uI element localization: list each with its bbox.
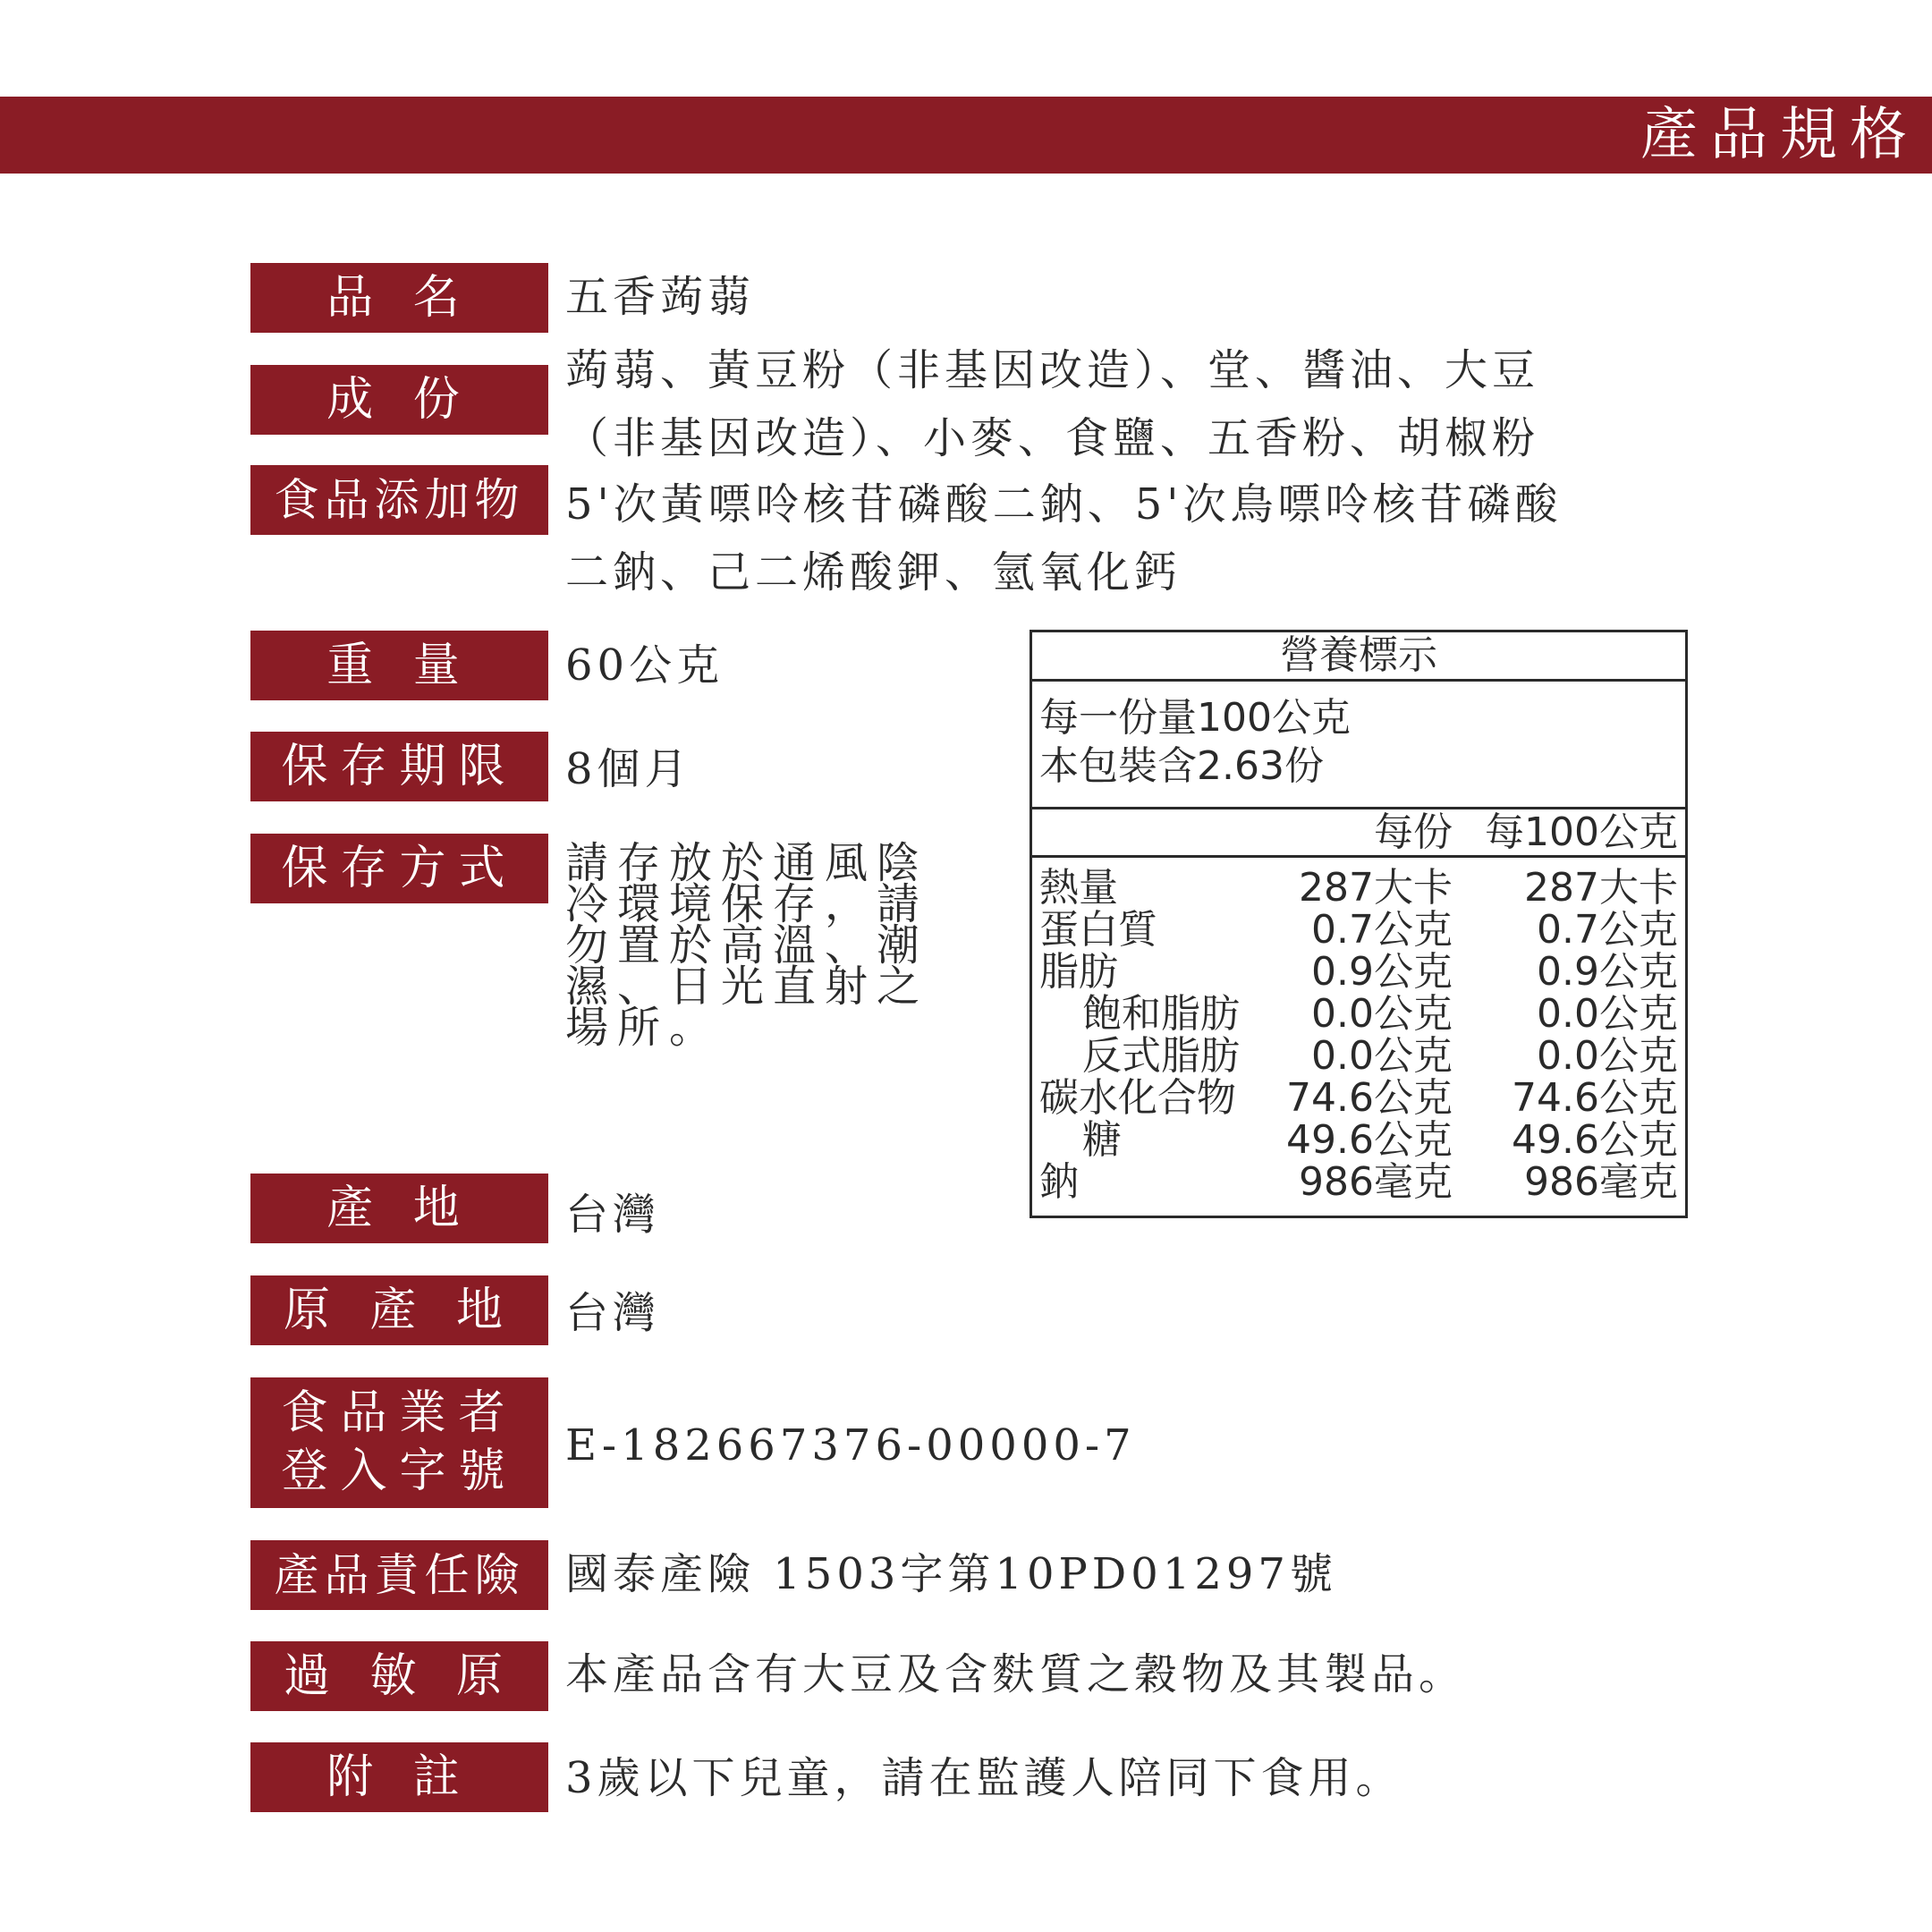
label-storage: 保存方式	[250, 834, 548, 903]
nutrition-facts-table	[1030, 630, 1688, 1218]
nutrient-name: 碳水化合物	[1039, 1075, 1236, 1121]
additives-line-2: 二鈉、己二烯酸鉀、氫氧化鈣	[565, 547, 1182, 597]
nutrient-per-100g: 287大卡	[1524, 865, 1678, 911]
nutrient-per-serving: 0.0公克	[1311, 991, 1453, 1037]
value-insurance: 國泰產險 1503字第10PD01297號	[565, 1549, 1337, 1599]
page-title: 產品規格	[1640, 102, 1919, 168]
nutrient-per-serving: 986毫克	[1299, 1159, 1453, 1205]
value-note: 3歲以下兒童，請在監護人陪同下食用。	[565, 1753, 1403, 1803]
nutrient-per-100g: 0.9公克	[1537, 949, 1678, 995]
nutrition-col-per-serving: 每份	[1374, 809, 1453, 855]
nutrient-per-serving: 0.7公克	[1311, 907, 1453, 953]
value-registration: E-182667376-00000-7	[565, 1420, 1136, 1470]
ingredients-line-2: （非基因改造）、小麥、食鹽、五香粉、胡椒粉	[565, 413, 1540, 463]
nutrient-per-100g: 74.6公克	[1512, 1075, 1678, 1121]
nutrition-row	[1032, 1161, 1685, 1203]
nutrition-row	[1032, 951, 1685, 993]
label-note: 附 註	[250, 1742, 548, 1812]
label-country-of-origin: 原 產 地	[250, 1275, 548, 1345]
nutrient-per-serving: 287大卡	[1299, 865, 1453, 911]
nutrient-per-serving: 0.0公克	[1311, 1033, 1453, 1079]
label-insurance: 產品責任險	[250, 1540, 548, 1610]
value-weight: 60公克	[565, 640, 724, 691]
nutrient-per-100g: 0.0公克	[1537, 1033, 1678, 1079]
header-banner	[0, 97, 1932, 174]
nutrition-column-headers	[1032, 809, 1685, 858]
nutrition-row	[1032, 867, 1685, 909]
nutrient-per-100g: 0.0公克	[1537, 991, 1678, 1037]
nutrient-name: 糖	[1082, 1117, 1122, 1163]
value-additives	[565, 470, 1562, 606]
label-additives: 食品添加物	[250, 465, 548, 535]
nutrition-serving-size: 每一份量100公克	[1039, 695, 1351, 741]
label-shelf-life: 保存期限	[250, 732, 548, 801]
value-country-of-origin: 台灣	[565, 1288, 661, 1338]
nutrition-row	[1032, 993, 1685, 1035]
nutrition-servings-per-pack: 本包裝含2.63份	[1039, 743, 1324, 789]
nutrient-name: 蛋白質	[1039, 907, 1157, 953]
label-registration-line-2: 登入字號	[281, 1445, 518, 1498]
ingredients-line-1: 蒟蒻、黃豆粉（非基因改造）、堂、醬油、大豆	[565, 345, 1540, 395]
nutrition-row	[1032, 1119, 1685, 1161]
nutrition-title: 營養標示	[1032, 632, 1685, 682]
additives-line-1: 5'次黃嘌呤核苷磷酸二鈉、5'次鳥嘌呤核苷磷酸	[565, 479, 1563, 530]
nutrition-serving-info	[1032, 682, 1685, 809]
label-allergen: 過 敏 原	[250, 1641, 548, 1711]
nutrient-name: 脂肪	[1039, 949, 1118, 995]
value-storage: 請存放於通風陰冷環境保存，請勿置於高溫、潮濕、日光直射之場所。	[565, 838, 929, 1053]
label-weight: 重 量	[250, 631, 548, 700]
label-ingredients: 成 份	[250, 365, 548, 435]
nutrient-per-serving: 0.9公克	[1311, 949, 1453, 995]
label-origin-place: 產 地	[250, 1174, 548, 1243]
nutrition-col-per-100g: 每100公克	[1485, 809, 1678, 855]
nutrient-name: 熱量	[1039, 865, 1118, 911]
nutrient-per-100g: 0.7公克	[1537, 907, 1678, 953]
nutrition-row	[1032, 909, 1685, 951]
nutrient-per-serving: 74.6公克	[1286, 1075, 1453, 1121]
nutrient-per-100g: 49.6公克	[1512, 1117, 1678, 1163]
nutrient-per-100g: 986毫克	[1524, 1159, 1678, 1205]
nutrition-row	[1032, 1077, 1685, 1119]
nutrient-per-serving: 49.6公克	[1286, 1117, 1453, 1163]
value-product-name: 五香蒟蒻	[565, 272, 756, 322]
nutrient-name: 鈉	[1039, 1159, 1079, 1205]
label-registration-line-1: 食品業者	[281, 1386, 518, 1440]
value-ingredients	[565, 336, 1539, 472]
label-registration	[250, 1377, 548, 1508]
value-origin-place: 台灣	[565, 1190, 661, 1240]
nutrient-name: 飽和脂肪	[1082, 991, 1240, 1037]
nutrient-name: 反式脂肪	[1082, 1033, 1240, 1079]
value-shelf-life: 8個月	[565, 744, 692, 794]
label-product-name: 品 名	[250, 263, 548, 333]
nutrition-row	[1032, 1035, 1685, 1077]
nutrition-rows	[1032, 858, 1685, 1203]
value-allergen: 本產品含有大豆及含麩質之穀物及其製品。	[565, 1649, 1467, 1699]
